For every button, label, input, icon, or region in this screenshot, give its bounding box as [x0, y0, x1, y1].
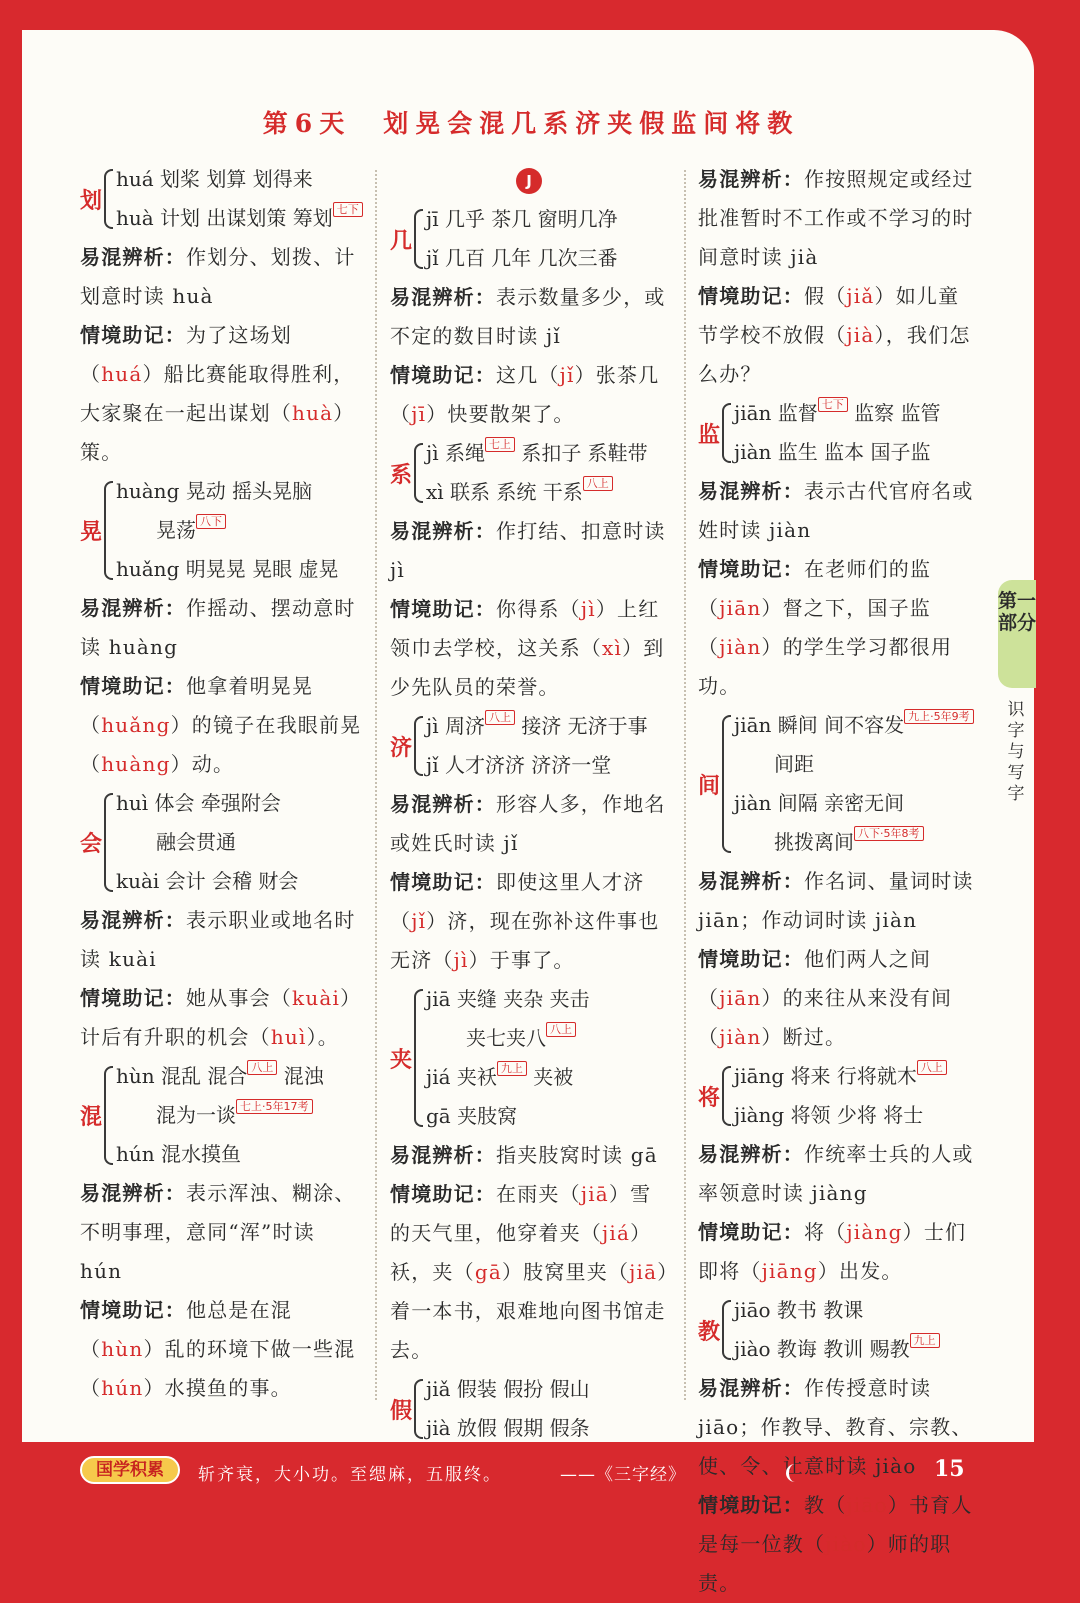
distinguish-note: 易混辨析：表示古代官府名或姓时读 jiàn [698, 479, 974, 542]
reading-text: jiá 夹袄 [426, 1065, 497, 1089]
distinguish-note: 易混辨析：作统率士兵的人或率领意时读 jiàng [698, 1142, 974, 1205]
brace [414, 716, 423, 776]
textbook-tag: 八上 [546, 1022, 576, 1037]
mnemonic-note: 情境助记：为了这场划（huá）船比赛能取得胜利，大家聚在一起出谋划（huà）策。 [80, 323, 355, 464]
mnemonic-note: 情境助记：即使这里人才济（jǐ）济，现在弥补这件事也无济（jì）于事了。 [390, 870, 660, 972]
headword: 间 [698, 772, 721, 799]
column-2 [390, 160, 672, 1448]
brace [104, 793, 113, 892]
headword: 划 [80, 187, 103, 214]
decoration-icon [786, 1464, 804, 1482]
column-divider [684, 170, 686, 1400]
reading-text: 挑拨离间 [774, 830, 854, 854]
page-number: 15 [934, 1456, 965, 1482]
reading-line: jiǎ 假装 假扮 假山 [426, 1377, 590, 1401]
reading-line [116, 1096, 362, 1135]
reading-text: jiān 监督 [734, 401, 818, 425]
brace [414, 989, 423, 1127]
textbook-tag: 八上 [917, 1060, 947, 1075]
reading-line: jiā 夹缝 夹杂 夹击 [426, 987, 590, 1011]
distinguish-note: 易混辨析：形容人多，作地名或姓氏时读 jǐ [390, 792, 666, 855]
distinguish-note: 易混辨析：作按照规定或经过批准暂时不工作或不学习的时间意时读 jià [698, 167, 974, 269]
textbook-tag: 八下 [196, 514, 226, 529]
mnemonic-note: 情境助记：他拿着明晃晃（huǎng）的镜子在我眼前晃（huàng）动。 [80, 674, 362, 776]
reading-text: hùn 混乱 混合 [116, 1064, 248, 1088]
distinguish-note: 易混辨析：表示职业或地名时读 kuài [80, 908, 356, 971]
reading-line [426, 473, 672, 512]
headword: 几 [390, 227, 413, 254]
entry-group-hun [80, 1057, 362, 1174]
entry-group-jiang [698, 1057, 980, 1135]
reading-text: jì 系绳 [426, 441, 485, 465]
reading-line: 融会贯通 [156, 830, 236, 854]
section-tab[interactable] [998, 580, 1036, 688]
entry-group-jia [390, 980, 672, 1136]
headword: 系 [390, 461, 413, 488]
entry-group-huang [80, 472, 362, 589]
letter-badge: J [516, 168, 542, 194]
reading-line [426, 1019, 672, 1058]
footer-quote: 斩齐衰，大小功。至缌麻，五服终。 [198, 1465, 502, 1485]
reading-line: jǐ 人才济济 济济一堂 [426, 753, 612, 777]
brace [414, 1379, 423, 1439]
reading-line: jià 放假 假期 假条 [426, 1416, 590, 1440]
headword: 假 [390, 1397, 413, 1424]
brace [104, 169, 113, 229]
reading-text: 接济 无济于事 [521, 714, 648, 738]
textbook-tag: 九上 [497, 1061, 527, 1076]
reading-text: 系扣子 系鞋带 [521, 441, 648, 465]
brace [414, 209, 423, 269]
reading-line: jī 几乎 茶几 窗明几净 [426, 207, 618, 231]
reading-text: 夹七夹八 [466, 1026, 546, 1050]
mnemonic-note: 情境助记：他们两人之间（jiān）的来往从来没有间（jiàn）断过。 [698, 947, 953, 1049]
distinguish-note: 易混辨析：作摇动、摆动意时读 huàng [80, 596, 356, 659]
reading-line [734, 1057, 980, 1096]
reading-text: jiāng 将来 行将就木 [734, 1064, 917, 1088]
mnemonic-note: 情境助记：她从事会（kuài）计后有升职的机会（huì）。 [80, 986, 362, 1049]
distinguish-note: 易混辨析：作名词、量词时读 jiān；作动词时读 jiàn [698, 869, 974, 932]
entry-group-jjian [698, 706, 980, 862]
headword: 监 [698, 421, 721, 448]
section-tab-label: 第一部分 [998, 590, 1037, 634]
textbook-tag: 八下·5年8考 [854, 826, 924, 841]
brace [722, 1066, 731, 1126]
headword: 将 [698, 1084, 721, 1111]
reading-line: jiàng 将领 少将 将士 [734, 1103, 924, 1127]
distinguish-note: 易混辨析：作划分、划拨、计划意时读 huà [80, 245, 356, 308]
entry-group-hui [80, 784, 362, 901]
reading-line [116, 1057, 362, 1096]
brace [104, 1066, 113, 1165]
headword: 夹 [390, 1046, 413, 1073]
reading-line [734, 1330, 980, 1369]
mnemonic-note: 情境助记：你得系（jì）上红领巾去学校，这关系（xì）到少先队员的荣誉。 [390, 597, 665, 699]
reading-line [426, 1058, 672, 1097]
headword: 济 [390, 734, 413, 761]
column-3 [698, 160, 980, 1603]
reading-line: huá 划桨 划算 划得来 [116, 167, 313, 191]
distinguish-note: 易混辨析：作传授意时读 jiāo；作教导、教育、宗教、使、令、让意时读 jiào [698, 1376, 973, 1478]
brace [414, 443, 423, 503]
reading-line: huǎng 明晃晃 晃眼 虚晃 [116, 557, 339, 581]
reading-line [426, 707, 672, 746]
mnemonic-note: 情境助记：将（jiàng）士们即将（jiāng）出发。 [698, 1220, 967, 1283]
reading-line [734, 823, 980, 862]
reading-line: hún 混水摸鱼 [116, 1142, 241, 1166]
footer-badge: 国学积累 [80, 1456, 180, 1484]
column-1 [80, 160, 362, 1408]
textbook-tag: 八上 [583, 476, 613, 491]
reading-text: 夹被 [533, 1065, 574, 1089]
reading-text: 监察 监管 [854, 401, 941, 425]
headword: 教 [698, 1318, 721, 1345]
reading-text: jì 周济 [426, 714, 485, 738]
reading-text: huà 计划 出谋划策 筹划 [116, 206, 333, 230]
reading-line [116, 199, 363, 238]
brace [722, 403, 731, 463]
distinguish-note: 易混辨析：指夹肢窝时读 gā [390, 1143, 658, 1167]
headword: 晃 [80, 519, 103, 545]
reading-line [116, 511, 362, 550]
textbook-tag: 八上 [247, 1060, 277, 1075]
reading-line: kuài 会计 会稽 财会 [116, 869, 299, 893]
reading-line: huàng 晃动 摇头晃脑 [116, 479, 313, 503]
column-divider [375, 170, 377, 1400]
reading-line: gā 夹肢窝 [426, 1104, 518, 1128]
textbook-tag: 七上 [485, 437, 515, 452]
reading-line [734, 706, 980, 745]
section-subtitle: 识字与写字 [1007, 700, 1025, 804]
textbook-tag: 九上·5年9考 [904, 709, 974, 724]
mnemonic-note: 情境助记：他总是在混（hùn）乱的环境下做一些混（hún）水摸鱼的事。 [80, 1298, 356, 1400]
entry-group-jiao [698, 1291, 980, 1369]
reading-line: jiàn 监生 监本 国子监 [734, 440, 931, 464]
mnemonic-note: 情境助记：假（jiǎ）如儿童节学校不放假（jià），我们怎么办？ [698, 284, 971, 386]
mnemonic-note: 情境助记：在雨夹（jiā）雪的天气里，他穿着夹（jiá）袄，夹（gā）肢窝里夹（jiā）着一本书，艰难地向图书馆走去。 [390, 1182, 669, 1362]
distinguish-note: 易混辨析：作打结、扣意时读 jì [390, 519, 666, 582]
textbook-tag: 九上 [910, 1333, 940, 1348]
brace [722, 715, 731, 853]
reading-text: 混浊 [283, 1064, 324, 1088]
mnemonic-note: 情境助记：在老师们的监（jiān）督之下，国子监（jiàn）的学生学习都很用功。 [698, 557, 953, 698]
brace [104, 481, 113, 580]
headword: 混 [80, 1104, 103, 1130]
reading-line: jiàn 间隔 亲密无间 [734, 791, 905, 815]
distinguish-note: 易混辨析：表示浑浊、糊涂、不明事理，意同“浑”时读 hún [80, 1181, 356, 1283]
reading-line: jiāo 教书 教课 [734, 1298, 864, 1322]
reading-line [426, 434, 672, 473]
entry-group-jj [390, 707, 672, 785]
headword: 会 [80, 831, 103, 857]
mnemonic-note: 情境助记：教（jiāo）书育人是每一位教（jiào）师的职责。 [698, 1493, 973, 1595]
entry-group-ji [390, 200, 672, 278]
page-title: 第6天 划晃会混几系济夹假监间将教 [262, 109, 800, 138]
reading-text: xì 联系 系统 干系 [426, 480, 583, 504]
reading-line: huì 体会 牵强附会 [116, 791, 281, 815]
entry-group-hua [80, 160, 362, 238]
reading-text: 晃荡 [156, 518, 196, 542]
entry-group-jian [698, 394, 980, 472]
textbook-tag: 七下 [333, 202, 363, 217]
entry-group-xi [390, 434, 672, 512]
footer-source: ——《三字经》 [560, 1465, 686, 1485]
mnemonic-note: 情境助记：这几（jǐ）张茶几（jī）快要散架了。 [390, 363, 660, 426]
entry-group-jiaa [390, 1370, 672, 1448]
distinguish-note: 易混辨析：表示数量多少，或不定的数目时读 jǐ [390, 285, 666, 348]
reading-line: jǐ 几百 几年 几次三番 [426, 246, 618, 270]
reading-line [734, 394, 980, 433]
reading-text: jiān 瞬间 间不容发 [734, 713, 905, 737]
footer-bar [0, 1448, 1080, 1490]
textbook-tag: 八上 [485, 710, 515, 725]
reading-text: 混为一谈 [156, 1103, 236, 1127]
textbook-tag: 七上·5年17考 [236, 1099, 313, 1114]
reading-text: jiào 教诲 教训 赐教 [734, 1337, 910, 1361]
reading-line: 间距 [774, 752, 814, 776]
textbook-tag: 七下 [818, 397, 848, 412]
brace [722, 1300, 731, 1360]
